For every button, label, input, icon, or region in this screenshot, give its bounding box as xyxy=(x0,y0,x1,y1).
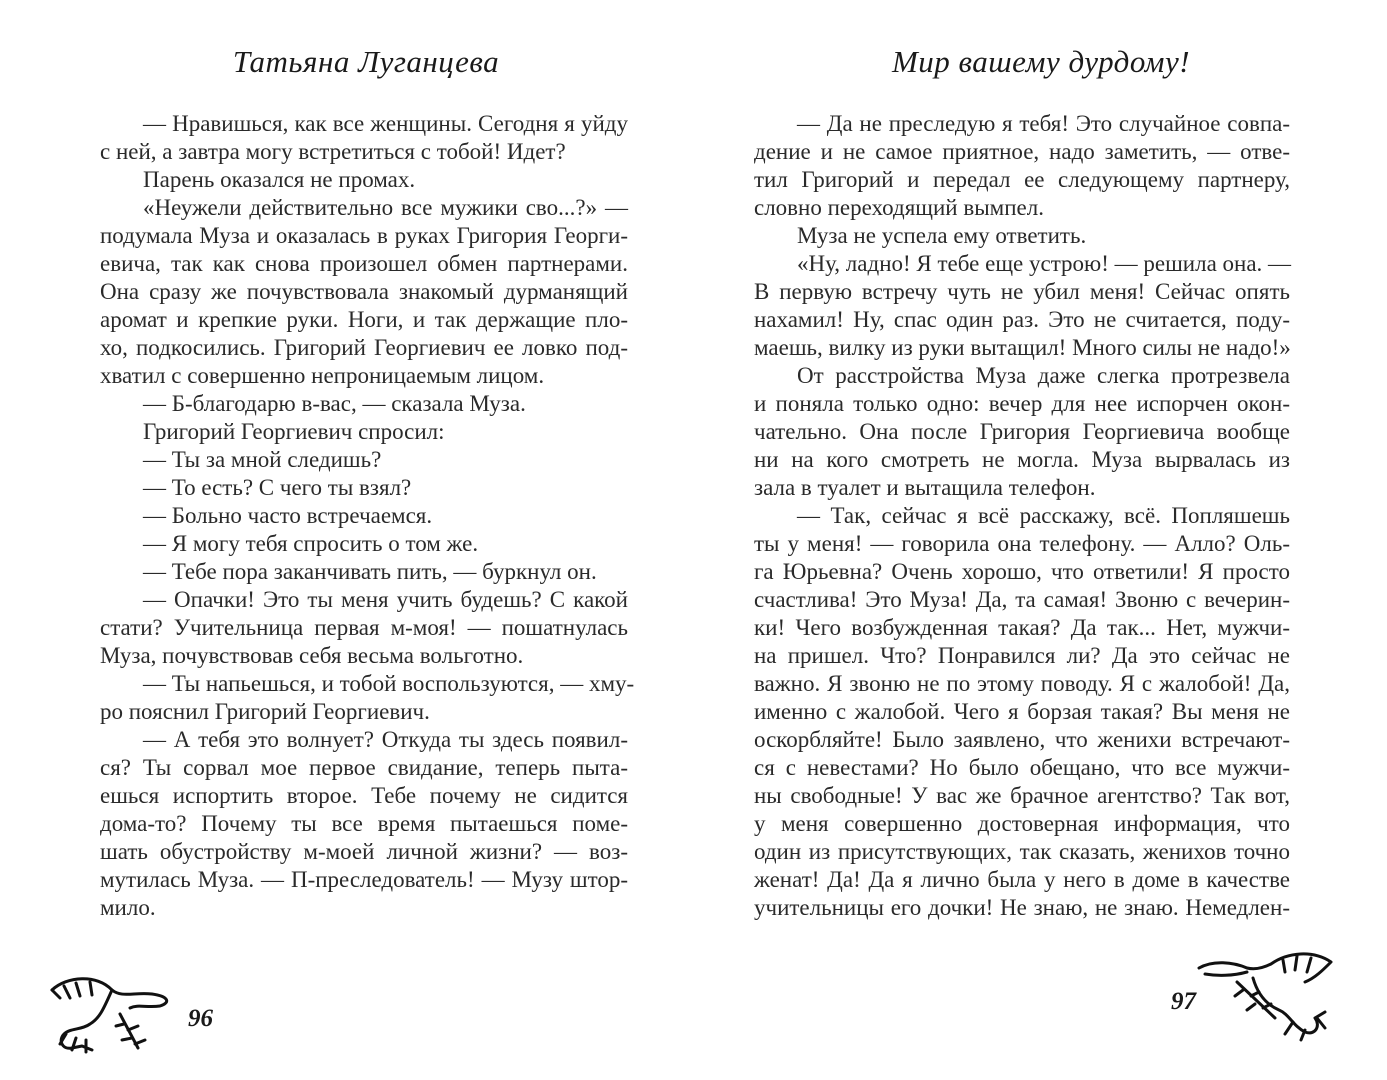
text-line: — Ты напьешься, и тобой воспользуются, — хму- xyxy=(143,671,635,696)
text-line: ни на кого смотреть не могла. Муза вырвалась из xyxy=(754,447,1290,472)
text-line: га Юрьевна? Очень хорошо, что ответили! Я просто xyxy=(754,559,1290,584)
text-line: тил Григорий и передал ее следующему партнеру, xyxy=(754,167,1290,192)
text-line: у меня совершенно достоверная информация, что xyxy=(754,811,1290,836)
text-line: мутилась Муза. — П-преследователь! — Музу штор- xyxy=(100,867,628,892)
text-line: — А тебя это волнует? Откуда ты здесь появил- xyxy=(143,727,628,752)
text-line: хватил с совершенно непроницаемым лицом. xyxy=(100,363,545,388)
text-line: зала в туалет и вытащила телефон. xyxy=(754,475,1096,500)
text-line: «Ну, ладно! Я тебе еще устрою! — решила она. — xyxy=(797,251,1292,276)
text-line: нахамил! Ну, спас один раз. Это не считается, поду- xyxy=(754,307,1290,332)
text-line: — Да не преследую я тебя! Это случайное совпа- xyxy=(797,111,1290,136)
text-line: маешь, вилку из руки вытащил! Много силы не надо!» xyxy=(754,335,1291,360)
text-line: — Нравишься, как все женщины. Сегодня я уйду xyxy=(143,111,628,136)
dove-icon xyxy=(1193,948,1338,1043)
text-line: мило. xyxy=(100,895,156,920)
text-line: ты у меня! — говорила она телефону. — Алло? Оль- xyxy=(754,531,1290,556)
text-line: шать обустройству м-моей личной жизни? — воз- xyxy=(100,839,628,864)
text-line: хо, подкосились. Григорий Георгиевич ее ловко под- xyxy=(100,335,628,360)
text-line: — Я могу тебя спросить о том же. xyxy=(143,531,479,556)
text-line: именно с жалобой. Чего я борзая такая? Вы меня не xyxy=(754,699,1290,724)
text-line: — Ты за мной следишь? xyxy=(143,447,382,472)
text-line: словно переходящий вымпел. xyxy=(754,195,1044,220)
text-line: дение и не самое приятное, надо заметить, — отве- xyxy=(754,139,1290,164)
text-line: Парень оказался не промах. xyxy=(143,167,416,192)
text-line: В первую встречу чуть не убил меня! Сейчас опять xyxy=(754,279,1290,304)
right-page xyxy=(693,0,1387,1080)
text-line: чательно. Она после Григория Георгиевича вообще xyxy=(754,419,1290,444)
text-line: «Неужели действительно все мужики сво...?» — xyxy=(143,195,628,220)
text-line: один из присутствующих, так сказать, женихов точно xyxy=(754,839,1290,864)
text-line: учительницы его дочки! Не знаю, не знаю. Немедлен- xyxy=(754,895,1290,920)
text-line: дома-то? Почему ты все время пытаешься поме- xyxy=(100,811,628,836)
text-line: — Больно часто встречаемся. xyxy=(143,503,433,528)
text-line: и поняла только одно: вечер для нее испорчен окон- xyxy=(754,391,1290,416)
text-line: Муза не успела ему ответить. xyxy=(797,223,1087,248)
text-line: ешься испортить второе. Тебе почему не сидится xyxy=(100,783,628,808)
page-text xyxy=(100,110,635,922)
page-number: 97 xyxy=(1171,988,1196,1015)
text-line: женат! Да! Да я лично была у него в доме в качестве xyxy=(754,867,1290,892)
text-line: на пришел. Что? Понравился ли? Да это сейчас не xyxy=(754,643,1290,668)
text-line: евича, так как снова произошел обмен партнерами. xyxy=(100,251,628,276)
text-line: важно. Я звоню не по этому поводу. Я с жалобой! Да, xyxy=(754,671,1290,696)
text-line: ны свободные! У вас же брачное агентство? Так вот, xyxy=(754,783,1290,808)
text-line: аромат и крепкие руки. Ноги, и так держащие пло- xyxy=(100,307,628,332)
text-line: Григорий Георгиевич спросил: xyxy=(143,419,445,444)
text-line: счастлива! Это Муза! Да, та самая! Звоню с вечерин- xyxy=(754,587,1290,612)
text-line: ки! Чего возбужденная такая? Да так... Нет, мужчи- xyxy=(754,615,1290,640)
text-line: — То есть? С чего ты взял? xyxy=(143,475,412,500)
dove-icon xyxy=(42,968,177,1058)
text-line: ся с невестами? Но было обещано, что все мужчи- xyxy=(754,755,1290,780)
left-page xyxy=(0,0,693,1080)
text-line: — Опачки! Это ты меня учить будешь? С какой xyxy=(143,587,628,612)
text-line: Она сразу же почувствовала знакомый дурманящий xyxy=(100,279,628,304)
running-header-title: Мир вашему дурдому! xyxy=(891,44,1191,79)
page-text xyxy=(754,110,1290,922)
text-line: — Б-благодарю в-вас, — сказала Муза. xyxy=(143,391,526,416)
page-number: 96 xyxy=(188,1005,213,1032)
running-header-author: Татьяна Луганцева xyxy=(232,44,500,79)
text-line: оскорбляйте! Было заявлено, что женихи встречают- xyxy=(754,727,1290,752)
text-line: — Так, сейчас я всё расскажу, всё. Попляшешь xyxy=(797,503,1290,528)
text-line: От расстройства Муза даже слегка протрезвела xyxy=(797,363,1290,388)
text-line: подумала Муза и оказалась в руках Григория Георги- xyxy=(100,223,628,248)
text-line: Муза, почувствовав себя весьма вольготно. xyxy=(100,643,524,668)
text-line: ро пояснил Григорий Георгиевич. xyxy=(100,699,430,724)
text-line: ся? Ты сорвал мое первое свидание, теперь пыта- xyxy=(100,755,628,780)
text-line: с ней, а завтра могу встретиться с тобой! Идет? xyxy=(100,139,566,164)
text-line: стати? Учительница первая м-моя! — пошатнулась xyxy=(100,615,628,640)
text-line: — Тебе пора заканчивать пить, — буркнул он. xyxy=(143,559,597,584)
